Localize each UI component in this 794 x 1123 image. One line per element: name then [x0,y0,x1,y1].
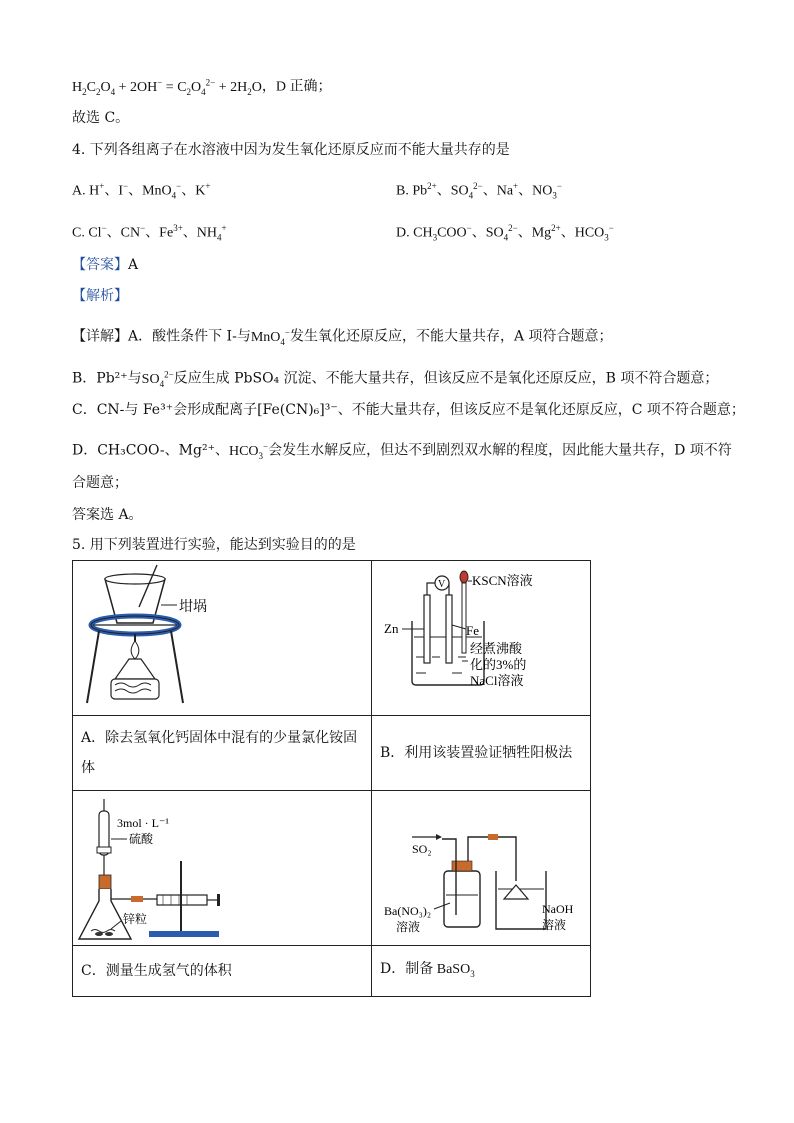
galvanic-cell-figure [372,561,590,715]
figure-d [372,791,590,945]
option-a-label: A. [72,183,86,199]
figure-d-cell [372,791,591,946]
detail-a-text2: 发生氧化还原反应，不能大量共存，A 项符合题意； [289,328,613,345]
detail-b-so4: $SO_4^{2-}$ [141,369,174,389]
detail-b-text2: 反应生成 PbSO₄ 沉淀、不能大量共存，但该反应不是氧化还原反应，B 项不符合题意； [173,370,719,387]
q4-option-c[interactable]: C. Cl−、CN−、$Fe^{3+}$、$NH_4^+$ [72,223,227,243]
baso3-prep-figure [372,791,590,945]
detail-b-text1: B．Pb²⁺与 [72,370,142,387]
gas-label: SO₂ [412,842,432,856]
detail-d [72,436,732,465]
conclusion-prev: 故选 C。 [72,110,130,126]
detail-c: C．CN-与 Fe³⁺会形成配离子[Fe(CN)₆]³⁻、不能大量共存，但该反应不是氧化还原反应，C 项不符合题意； [72,402,745,418]
acid-label-2: 硫酸 [129,832,154,846]
caption-c[interactable]: C．测量生成氢气的体积 [81,963,232,979]
solution-label-1: 经煮沸酸 [470,641,523,656]
q5-stem: 5. 用下列装置进行实验，能达到实验目的的是 [72,537,356,553]
figure-c [73,791,371,945]
detail-tag: 【详解】 [72,328,128,345]
ba-label-1: Ba(NO₃)₂ [384,904,432,918]
zn-label: Zn [384,621,399,636]
caption-d-text: D．制备 [380,960,434,977]
detail-a-text1: A．酸性条件下 I-与 [128,328,251,345]
solution-label-3: NaCl溶液 [470,673,524,688]
detail-d-hco3: $HCO_3^-$ [228,441,269,461]
equation-formula: $H_2C_2O_4 + 2OH^- = C_2O_4^{2-} + 2H_2O$ [72,77,262,97]
apparatus-table [72,560,591,997]
option-c-label: C. [72,225,85,241]
option-b-label: B. [396,183,409,199]
caption-d-cell [372,946,591,997]
caption-d-formula: BaSO$_3$ [433,961,475,979]
crucible-apparatus-figure [73,561,371,715]
q4-stem: 4. 下列各组离子在水溶液中因为发生氧化还原反应而不能大量共存的是 [72,142,510,158]
hydrogen-volume-figure [73,791,371,945]
figure-a-cell [73,561,372,716]
detail-d-text1: D．CH₃COO-、Mg²⁺、 [72,442,229,459]
fe-label: Fe [466,623,479,638]
figure-b [372,561,590,715]
detail-b [72,364,718,393]
figure-c-cell [73,791,372,946]
q4-option-a[interactable]: A. H+、I−、MnO$_4$−、K+ [72,181,211,201]
analysis-tag: 【解析】 [72,288,128,304]
detail-a [72,322,613,351]
voltmeter-label: V [438,579,446,590]
q4-option-b[interactable]: B. $Pb^{2+}$、$SO_4^{2-}$、Na+、$NO_3^-$ [396,181,562,201]
figure-b-cell [372,561,591,716]
caption-b-cell [372,716,591,791]
ba-label-2: 溶液 [396,920,421,934]
solution-label-2: 化的3%的 [470,657,527,672]
naoh-label-1: NaOH [542,902,574,916]
final-answer: 答案选 A。 [72,507,143,523]
kscn-label: KSCN溶液 [472,573,533,588]
answer-line [72,255,138,275]
detail-d-cont: 合题意； [72,475,128,491]
zinc-label: 锌粒 [123,912,148,926]
answer-tag: 【答案】 [72,257,128,273]
option-d-label: D. [396,225,410,241]
caption-b[interactable]: B．利用该装置验证牺牲阳极法 [380,745,573,761]
answer-value: A [128,257,139,273]
q4-option-d[interactable]: D. $CH_3COO^-$、$SO_4^{2-}$、$Mg^{2+}$、$HCO_3^-$ [396,223,614,243]
detail-a-mno4: MnO$_4$− [250,327,290,347]
naoh-label-2: 溶液 [542,918,567,932]
acid-label-1: 3mol · L⁻¹ [117,816,169,830]
caption-d[interactable] [372,948,590,995]
caption-a[interactable]: A．除去氢氧化钙固体中混有的少量氯化铵固体 [81,730,358,776]
caption-c-cell [73,946,372,997]
crucible-label: 坩埚 [179,600,207,615]
equation-line [72,72,332,101]
figure-a [73,561,371,715]
caption-a-cell [73,716,372,791]
equation-tail: ，D 正确； [261,79,332,95]
detail-d-text2: 会发生水解反应，但达不到剧烈双水解的程度，因此能大量共存，D 项不符 [268,442,732,459]
